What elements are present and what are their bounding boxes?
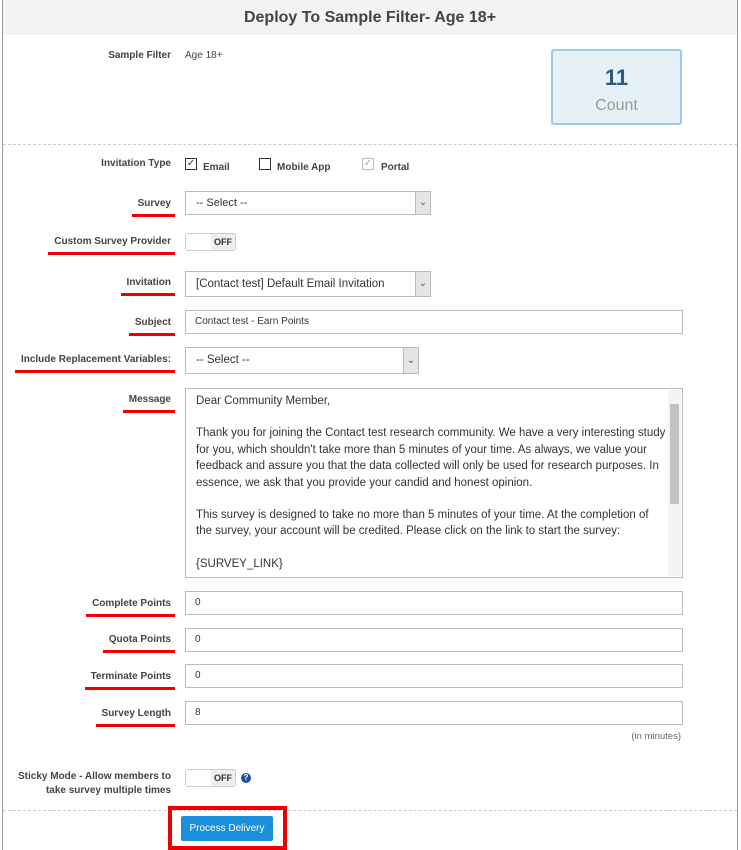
invitation-select-value: [Contact test] Default Email Invitation — [196, 278, 385, 290]
survey-select[interactable] — [185, 191, 431, 215]
message-paragraph: Thank you for joining the Contact test research community. We have a very interesting study for you, which shouldn't take more than 5 minutes of your time. As always, we value your feedback and assure you that the data collected will only be used for research purposes. In essence, we ask that you provide your candid and honest opinion. — [196, 427, 666, 489]
survey-select-value: -- Select -- — [196, 197, 248, 209]
chevron-down-icon: ⌄ — [415, 192, 430, 214]
subject-input[interactable]: Contact test - Earn Points — [185, 310, 683, 334]
survey-length-input[interactable]: 8 — [185, 701, 683, 725]
message-textarea[interactable] — [185, 388, 683, 578]
sample-filter-label: Sample Filter — [108, 50, 171, 61]
invitation-type-label: Invitation Type — [101, 158, 171, 169]
complete-points-label: Complete Points — [92, 598, 171, 609]
invitation-select[interactable] — [185, 271, 431, 297]
sticky-label-line: Sticky Mode - Allow members to — [18, 771, 171, 782]
deploy-modal — [2, 0, 738, 850]
sticky-mode-label — [18, 771, 171, 796]
toggle-state: OFF — [211, 234, 235, 250]
invitation-label: Invitation — [126, 277, 171, 288]
custom-provider-toggle[interactable] — [185, 233, 236, 251]
mobile-app-checkbox[interactable] — [259, 158, 271, 170]
count-label: Count — [595, 97, 638, 114]
survey-label: Survey — [137, 198, 171, 209]
message-scrollbar[interactable] — [668, 390, 681, 576]
sample-filter-value: Age 18+ — [185, 50, 223, 61]
scrollbar-thumb[interactable] — [670, 404, 679, 504]
count-value: 11 — [604, 65, 629, 90]
email-checkbox[interactable]: ✓ — [186, 158, 196, 169]
divider — [3, 810, 737, 811]
divider — [3, 144, 737, 145]
chevron-down-icon: ⌄ — [415, 272, 430, 296]
process-delivery-button[interactable]: Process Delivery — [181, 816, 273, 841]
message-paragraph: Dear Community Member, — [196, 395, 331, 407]
replacement-select-value: -- Select -- — [196, 354, 250, 366]
message-paragraph: This survey is designed to take no more than 5 minutes of your time. At the completion of the survey, your account will be credited. Please click on the link to start the survey: — [196, 509, 649, 538]
count-box — [551, 49, 682, 125]
email-label: Email — [203, 162, 230, 173]
survey-length-label: Survey Length — [101, 708, 171, 719]
quota-points-input[interactable]: 0 — [185, 628, 683, 652]
modal-title: Deploy To Sample Filter- Age 18+ — [3, 0, 737, 35]
portal-checkbox: ✓ — [363, 158, 373, 169]
portal-label: Portal — [381, 162, 410, 173]
message-label: Message — [128, 394, 171, 405]
chevron-down-icon: ⌄ — [403, 348, 418, 373]
sticky-mode-toggle[interactable] — [185, 769, 236, 787]
replacement-label: Include Replacement Variables: — [20, 354, 171, 365]
sticky-label-line: take survey multiple times — [45, 785, 171, 796]
terminate-points-input[interactable]: 0 — [185, 664, 683, 688]
message-paragraph: {SURVEY_LINK} — [196, 557, 283, 570]
subject-label: Subject — [134, 317, 171, 328]
mobile-app-label: Mobile App — [277, 162, 331, 173]
custom-provider-label: Custom Survey Provider — [54, 236, 171, 247]
complete-points-input[interactable]: 0 — [185, 591, 683, 615]
replacement-select[interactable] — [185, 347, 419, 374]
help-icon[interactable]: ? — [241, 773, 251, 783]
terminate-points-label: Terminate Points — [90, 671, 171, 682]
quota-points-label: Quota Points — [108, 634, 171, 645]
toggle-state: OFF — [211, 770, 235, 786]
survey-length-hint: (in minutes) — [631, 731, 681, 742]
